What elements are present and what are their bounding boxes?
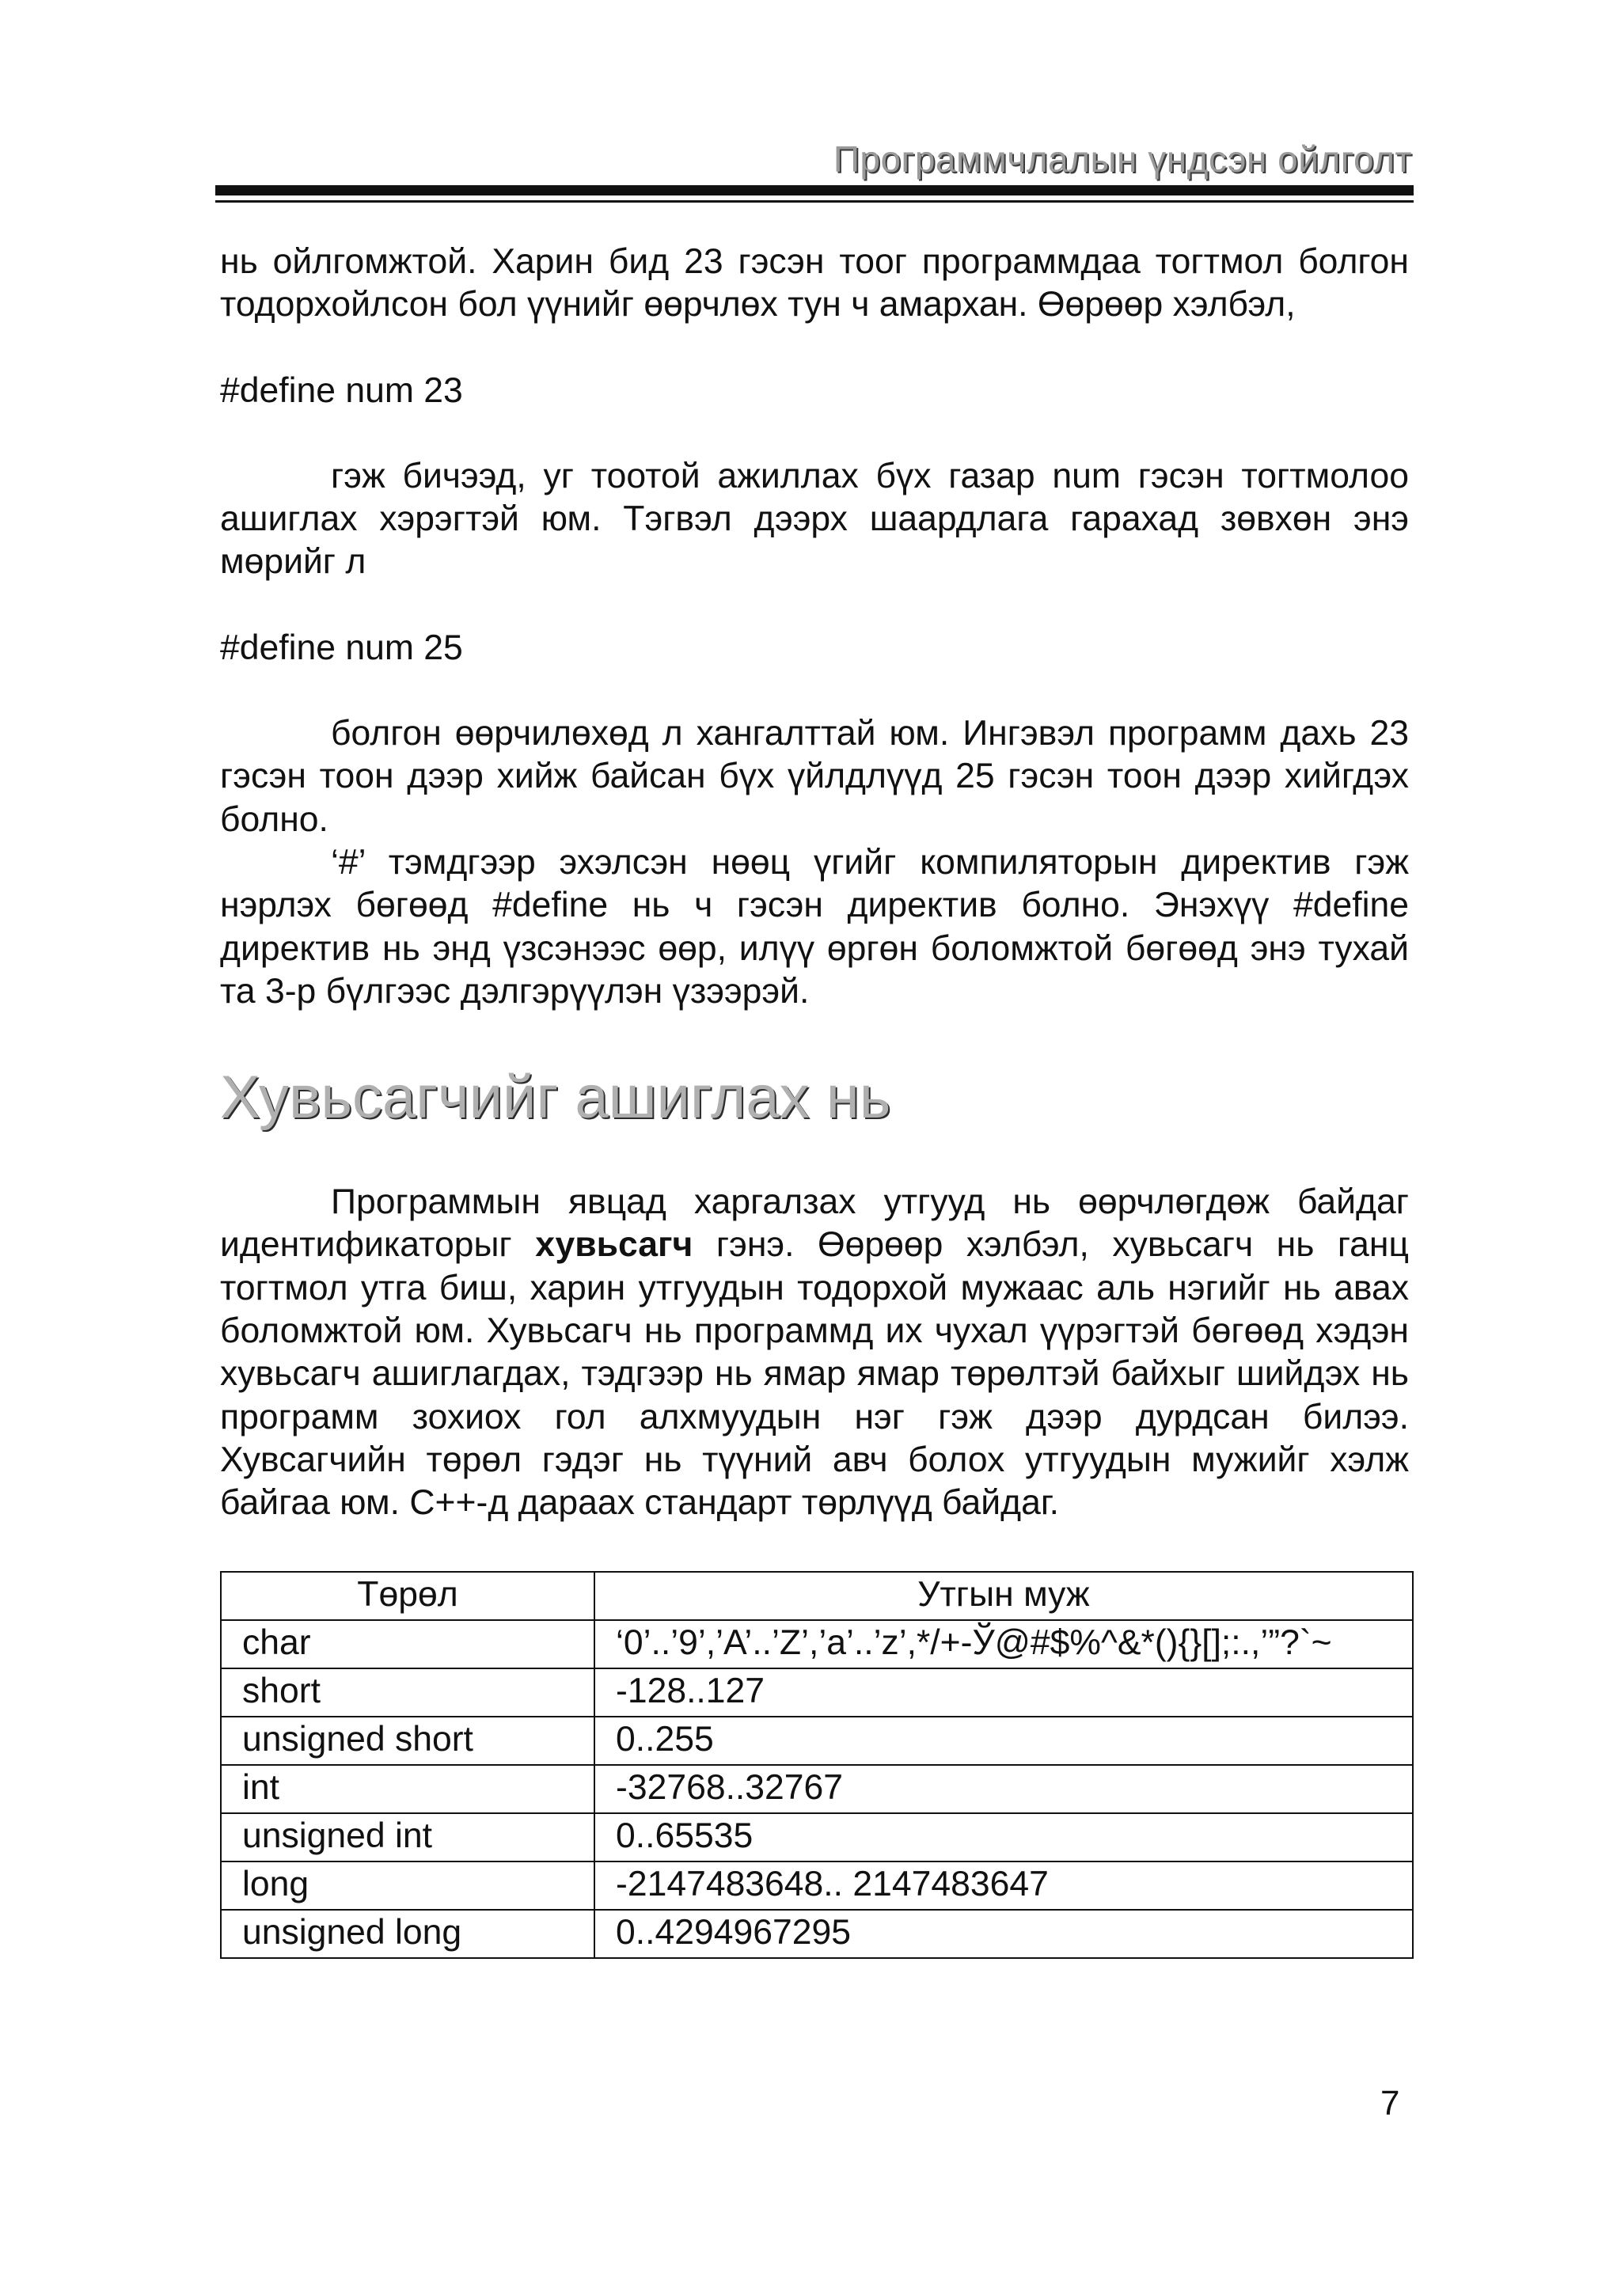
table-header-row [221,1572,1413,1620]
type-cell: unsigned int [221,1813,594,1861]
data-types-table [220,1571,1414,1959]
paragraph-3: болгон өөрчилөхөд л хангалттай юм. Ингэвэл программ дахь 23 гэсэн тоон дээр хийж байсан бүх үйлдлүүд 25 гэсэн тоон дээр хийгдэх болно. [220,714,1409,839]
code-line-define-25: #define num 25 [220,628,463,667]
paragraph-5-end: гэнэ. Өөрөөр хэлбэл, хувьсагч нь ганц тогтмол утга биш, харин утгуудын тодорхой мужаас аль нэгийг нь авах боломжтой юм. Хувьсагч нь программд их чухал үүрэгтэй бөгөөд хэдэн хувьсагч ашиглагдах, тэдгээр нь ямар ямар төрөлтэй байхыг шийдэх нь программ зохиох гол алхмуудын нэг гэж дээр дурдсан билээ. Хувсагчийн төрөл гэдэг нь түүний авч болох утгуудын мужийг хэлж байгаа юм. С++-д дараах стандарт төрлүүд байдаг. [220,1225,1409,1523]
range-cell: -32768..32767 [594,1765,1413,1813]
range-cell: ‘0’..’9’,’A’..’Z’,’a’..’z’,*/+-Ў@#$%^&*(){}[];:.,’”?`~ [594,1620,1413,1668]
paragraph-5 [220,1181,1409,1524]
table-row [221,1861,1413,1910]
header-rule-thin [215,200,1414,203]
paragraph-2: гэж бичээд, уг тоотой ажиллах бүх газар num гэсэн тогтмолоо ашиглах хэрэгтэй юм. Тэгвэл дээрх шаардлага гарахад зөвхөн энэ мөрийг л [220,456,1409,582]
range-cell: 0..255 [594,1717,1413,1765]
paragraph-4: ‘#’ тэмдгээр эхэлсэн нөөц үгийг компиляторын директив гэж нэрлэх бөгөөд #define нь ч гэсэн директив болно. Энэхүү #define директив нь энд үзсэнээс өөр, илүү өргөн боломжтой бөгөөд энэ тухай та 3-р бүлгээс дэлгэрүүлэн үзээрэй. [220,842,1409,1011]
type-cell: short [221,1668,594,1717]
table-row [221,1620,1413,1668]
type-cell: int [221,1765,594,1813]
bold-term-variable: хувьсагч [535,1225,693,1265]
table-header-type: Төрөл [221,1572,594,1620]
header-rule-thick [215,185,1414,195]
table-row [221,1765,1413,1813]
table-row [221,1668,1413,1717]
table-row [221,1717,1413,1765]
running-header: Программчлалын үндсэн ойлголт [833,139,1412,180]
type-cell: long [221,1861,594,1910]
range-cell: 0..65535 [594,1813,1413,1861]
table-header-range: Утгын муж [594,1572,1413,1620]
page-number: 7 [1380,2084,1400,2123]
section-heading: Хувьсагчийг ашиглах нь [220,1064,891,1132]
table-row [221,1910,1413,1958]
paragraph-1: нь ойлгомжтой. Харин бид 23 гэсэн тоог программдаа тогтмол болгон тодорхойлсон бол үүнийг өөрчлөх тун ч амархан. Өөрөөр хэлбэл, [220,242,1409,324]
range-cell: -2147483648.. 2147483647 [594,1861,1413,1910]
body-text [220,241,1409,1959]
table-row [221,1813,1413,1861]
type-cell: unsigned long [221,1910,594,1958]
range-cell: 0..4294967295 [594,1910,1413,1958]
code-line-define-23: #define num 23 [220,370,463,410]
paragraph-5-start: Программын явцад харгалзах утгууд нь өөрчлөгдөж байдаг идентификаторыг [220,1182,1409,1265]
range-cell: -128..127 [594,1668,1413,1717]
type-cell: char [221,1620,594,1668]
type-cell: unsigned short [221,1717,594,1765]
